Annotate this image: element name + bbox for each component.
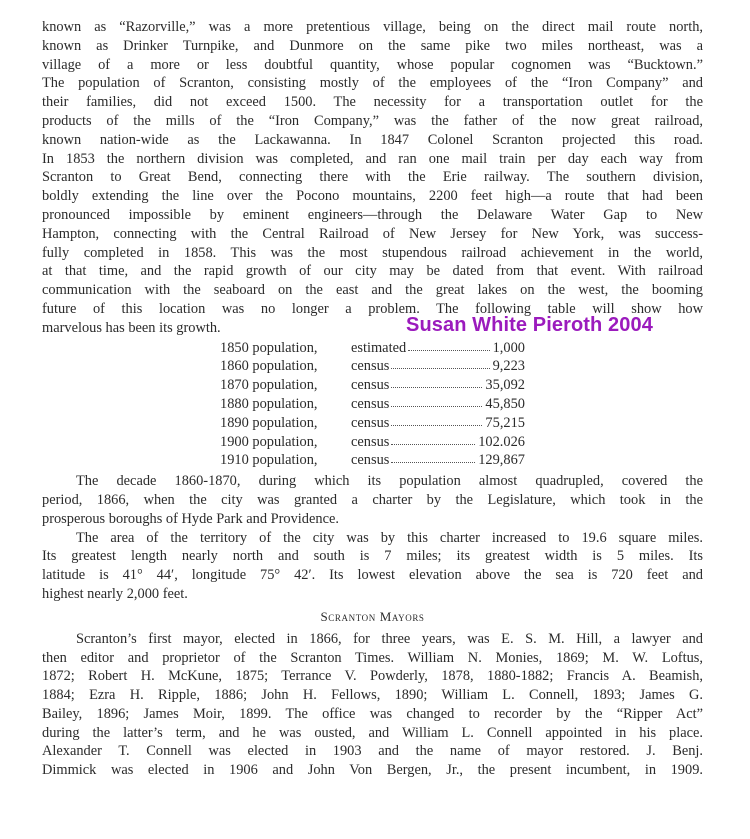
text-line: known as Drinker Turnpike, and Dunmore on the same pike two miles northeast, was a	[42, 37, 703, 54]
table-row	[42, 451, 703, 470]
text-line: known nation-wide as the Lackawanna. In 1847 Colonel Scranton projected this road.	[42, 131, 703, 148]
text-line: Bailey, 1896; James Moir, 1899. The office was changed to recorder by the “Ripper Act”	[42, 705, 703, 722]
population-year-label: 1870 population,	[220, 377, 318, 394]
population-year-label: 1900 population,	[220, 433, 318, 450]
table-row	[42, 339, 703, 358]
population-source: census	[351, 395, 390, 412]
population-year-label: 1850 population,	[220, 339, 318, 356]
population-value: 45,850	[485, 395, 525, 412]
population-table	[42, 339, 703, 471]
text-line: Scranton to Great Bend, connecting there with the Erie railway. The southern division,	[42, 169, 703, 186]
text-line: Dimmick was elected in 1906 and John Von Bergen, Jr., the present incumbent, in 1909.	[42, 762, 703, 779]
watermark-text: Susan White Pieroth 2004	[406, 313, 653, 336]
text-line-last: marvelous has been its growth.	[42, 319, 221, 336]
text-line: then editor and proprietor of the Scranton Times. William N. Monies, 1869; M. W. Loftus,	[42, 649, 703, 666]
text-line: pronounced impossible by eminent engineers—through the Delaware Water Gap to New	[42, 206, 703, 223]
paragraph-area	[42, 529, 703, 604]
text-line: The area of the territory of the city was by this charter increased to 19.6 square miles.	[76, 529, 703, 546]
population-value: 35,092	[485, 377, 525, 394]
text-line: at that time, and the rapid growth of our city may be dated from that event. With railroad	[42, 263, 703, 280]
population-source: census	[351, 433, 390, 450]
dot-leader	[408, 350, 490, 351]
text-line: Hampton, connecting with the Central Railroad of New Jersey for New York, was success-	[42, 225, 703, 242]
text-line: Alexander T. Connell was elected in 1903 and the name of mayor restored. J. Benj.	[42, 743, 703, 760]
population-source: census	[351, 377, 390, 394]
table-row	[42, 414, 703, 433]
table-row	[42, 357, 703, 376]
text-line: prosperous boroughs of Hyde Park and Providence.	[42, 510, 339, 527]
population-value: 1,000	[492, 339, 525, 356]
text-line: their families, did not exceed 1500. The necessity for a transportation outlet for the	[42, 94, 703, 111]
population-source: census	[351, 414, 390, 431]
text-line: period, 1866, when the city was granted a charter by the Legislature, which took in the	[42, 491, 703, 508]
text-line: during the latter’s term, and he was ousted, and William L. Connell appointed in his place.	[42, 724, 703, 741]
text-line	[42, 313, 703, 338]
paragraph-mayors	[42, 630, 703, 780]
text-line: known as “Razorville,” was a more pretentious village, being on the direct mail route north,	[42, 19, 703, 35]
section-heading: Scranton Mayors	[320, 608, 425, 624]
population-value: 75,215	[485, 414, 525, 431]
text-line: highest nearly 2,000 feet.	[42, 585, 188, 602]
text-line: latitude is 41° 44′, longitude 75° 42′. Its lowest elevation above the sea is 720 feet and	[42, 567, 703, 584]
dot-leader	[391, 368, 490, 369]
text-line: communication with the seaboard on the east and the great lakes on the west, the booming	[42, 282, 703, 299]
dot-leader	[391, 387, 482, 388]
population-year-label: 1890 population,	[220, 414, 318, 431]
dot-leader	[391, 462, 475, 463]
table-row	[42, 376, 703, 395]
population-value: 129,867	[478, 452, 525, 469]
table-row	[42, 433, 703, 452]
population-source: estimated	[351, 339, 407, 356]
text-line: 1872; Robert H. McKune, 1875; Terrance V. Powderly, 1878, 1880-1882; Francis A. Beamish,	[42, 668, 703, 685]
text-line: village of a more or less doubtful quantity, whose popular cognomen was “Bucktown.”	[42, 56, 703, 73]
population-year-label: 1880 population,	[220, 395, 318, 412]
population-value: 9,223	[492, 358, 525, 375]
dot-leader	[391, 406, 482, 407]
text-line: Its greatest length nearly north and south is 7 miles; its greatest width is 5 miles. Its	[42, 548, 703, 565]
text-line: 1884; Ezra H. Ripple, 1886; John H. Fellows, 1890; William L. Connell, 1893; James G.	[42, 687, 703, 704]
text-line: fully completed in 1858. This was the most stupendous railroad achievement in the world,	[42, 244, 703, 261]
paragraph-decade	[42, 472, 703, 528]
text-line: future of this location was no longer a problem. The following table will show how	[42, 300, 703, 317]
text-line: products of the mills of the “Iron Company,” was the father of the now great railroad,	[42, 112, 703, 129]
text-line: The decade 1860-1870, during which its population almost quadrupled, covered the	[76, 473, 703, 490]
dot-leader	[391, 444, 475, 445]
population-value: 102.026	[478, 433, 525, 450]
text-line: boldly extending the line over the Pocono mountains, 2200 feet high—a route that had been	[42, 188, 703, 205]
document-page	[42, 18, 703, 780]
table-row	[42, 395, 703, 414]
dot-leader	[391, 425, 482, 426]
paragraph-railroad-history	[42, 18, 703, 338]
population-source: census	[351, 358, 390, 375]
population-year-label: 1910 population,	[220, 452, 318, 469]
text-line: The population of Scranton, consisting mostly of the employees of the “Iron Company” and	[42, 75, 703, 92]
text-line: Scranton’s first mayor, elected in 1866, for three years, was E. S. M. Hill, a lawyer and	[76, 630, 703, 647]
text-line: In 1853 the northern division was completed, and ran one mail train per day each way from	[42, 150, 703, 167]
population-source: census	[351, 452, 390, 469]
population-year-label: 1860 population,	[220, 358, 318, 375]
